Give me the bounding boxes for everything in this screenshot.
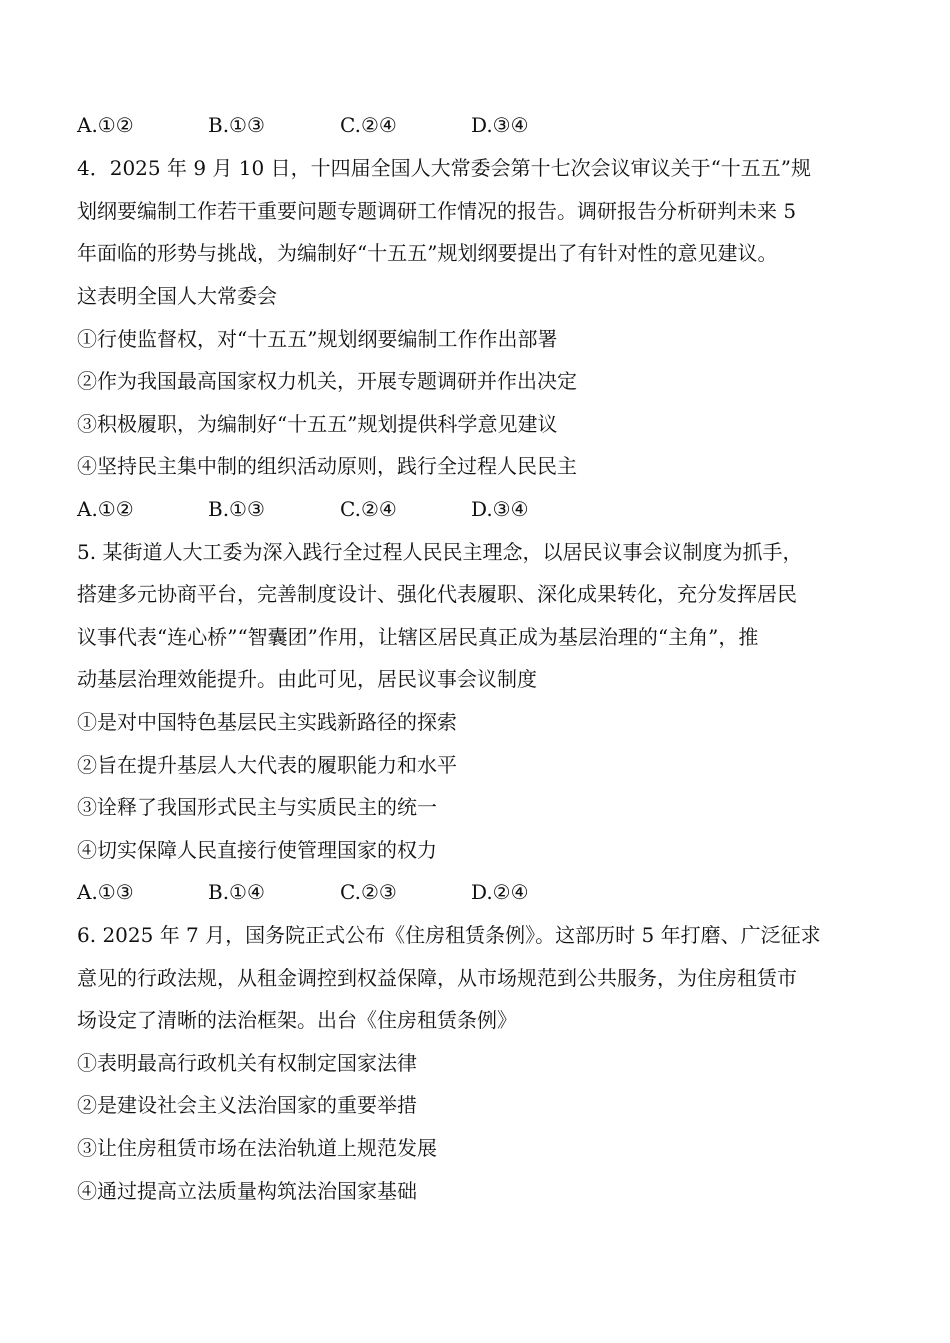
q3-option-a: A.①② <box>77 113 134 137</box>
q5-choice-2: ②旨在提升基层人大代表的履职能力和水平 <box>77 753 457 777</box>
q4-option-c: C.②④ <box>340 497 397 521</box>
q5-option-b: B.①④ <box>208 880 265 904</box>
q4-choice-3: ③积极履职，为编制好“十五五”规划提供科学意见建议 <box>77 412 558 436</box>
q6-choice-4: ④通过提高立法质量构筑法治国家基础 <box>77 1179 417 1203</box>
q6-stem-line-1: 6. 2025 年 7 月，国务院正式公布《住房租赁条例》。这部历时 5 年打磨、广泛征求 <box>77 923 821 947</box>
q5-choice-1: ①是对中国特色基层民主实践新路径的探索 <box>77 710 457 734</box>
q6-choice-2: ②是建设社会主义法治国家的重要举措 <box>77 1093 417 1117</box>
q5-stem-line-4: 动基层治理效能提升。由此可见，居民议事会议制度 <box>77 667 537 691</box>
q5-stem-line-2: 搭建多元协商平台，完善制度设计、强化代表履职、深化成果转化，充分发挥居民 <box>77 582 797 606</box>
q4-stem-line-4: 这表明全国人大常委会 <box>77 284 277 308</box>
q6-stem-line-3: 场设定了清晰的法治框架。出台《住房租赁条例》 <box>77 1008 517 1032</box>
q4-option-a: A.①② <box>77 497 134 521</box>
q4-choice-2: ②作为我国最高国家权力机关，开展专题调研并作出决定 <box>77 369 577 393</box>
q6-stem-line-2: 意见的行政法规，从租金调控到权益保障，从市场规范到公共服务，为住房租赁市 <box>77 966 797 990</box>
q3-option-d: D.③④ <box>471 113 529 137</box>
q4-choice-1: ①行使监督权，对“十五五”规划纲要编制工作作出部署 <box>77 327 558 351</box>
q5-choice-4: ④切实保障人民直接行使管理国家的权力 <box>77 838 437 862</box>
q5-option-a: A.①③ <box>77 880 134 904</box>
q6-choice-3: ③让住房租赁市场在法治轨道上规范发展 <box>77 1136 437 1160</box>
q5-option-d: D.②④ <box>471 880 529 904</box>
q4-choice-4: ④坚持民主集中制的组织活动原则，践行全过程人民民主 <box>77 454 577 478</box>
q4-option-d: D.③④ <box>471 497 529 521</box>
q4-option-b: B.①③ <box>208 497 265 521</box>
q6-choice-1: ①表明最高行政机关有权制定国家法律 <box>77 1051 417 1075</box>
q4-stem-line-3: 年面临的形势与挑战，为编制好“十五五”规划纲要提出了有针对性的意见建议。 <box>77 241 778 265</box>
q5-stem-line-1: 5. 某街道人大工委为深入践行全过程人民民主理念，以居民议事会议制度为抓手， <box>77 540 803 564</box>
q5-choice-3: ③诠释了我国形式民主与实质民主的统一 <box>77 795 437 819</box>
q5-stem-line-3: 议事代表“连心桥”“智囊团”作用，让辖区居民真正成为基层治理的“主角”，推 <box>77 625 759 649</box>
q5-option-c: C.②③ <box>340 880 397 904</box>
q3-option-b: B.①③ <box>208 113 265 137</box>
q3-option-c: C.②④ <box>340 113 397 137</box>
q4-stem-line-2: 划纲要编制工作若干重要问题专题调研工作情况的报告。调研报告分析研判未来 5 <box>77 199 797 223</box>
q4-stem-line-1: 4．2025 年 9 月 10 日，十四届全国人大常委会第十七次会议审议关于“十五五”规 <box>77 156 812 180</box>
